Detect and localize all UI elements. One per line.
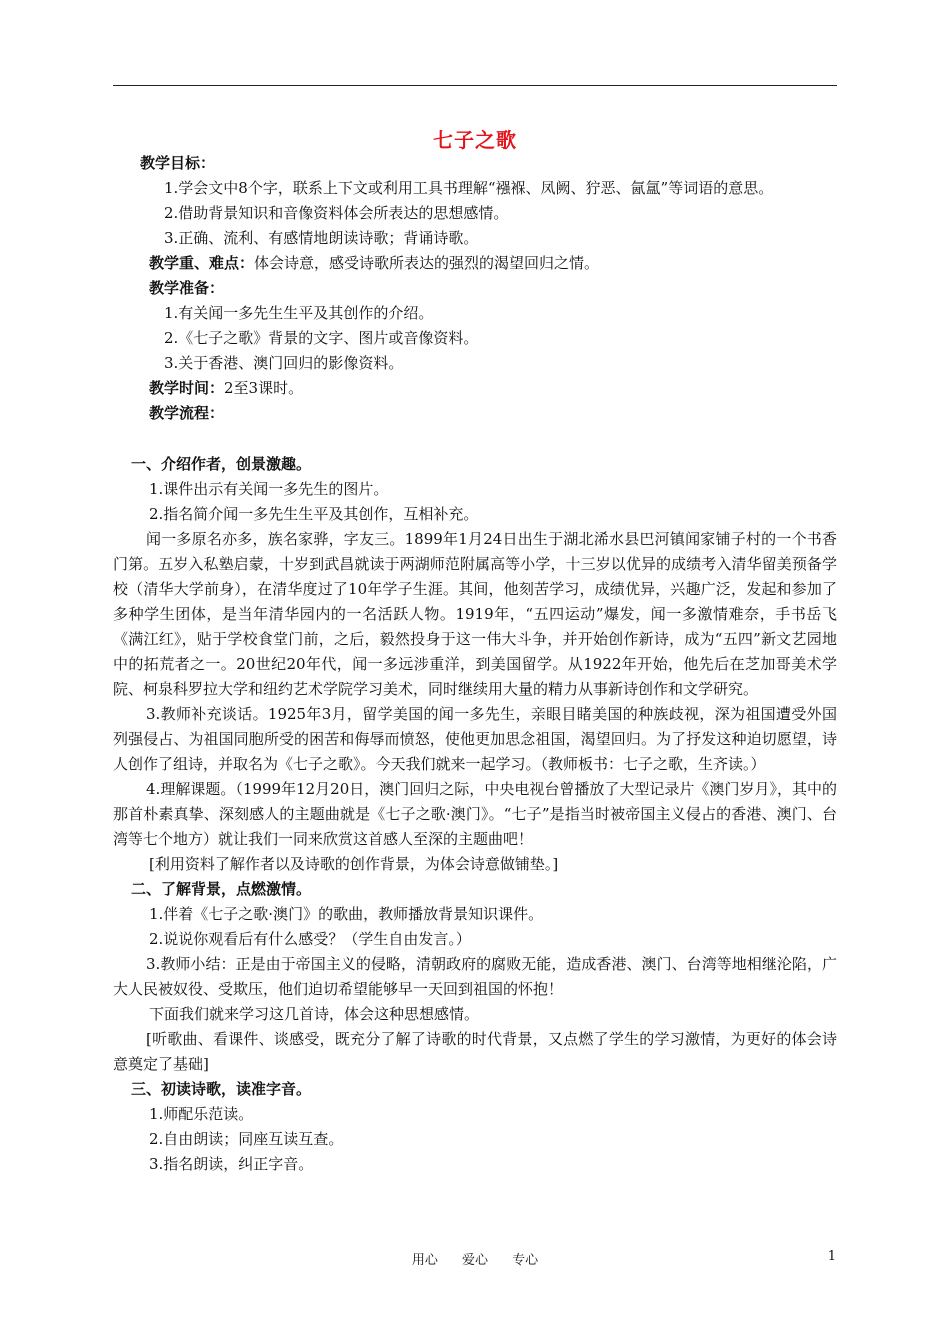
preparation-item: 3.关于香港、澳门回归的影像资料。 xyxy=(164,354,404,372)
section2-transition: 下面我们就来学习这几首诗，体会这种思想感情。 xyxy=(149,1005,480,1023)
section1-item: 1.课件出示有关闻一多先生的图片。 xyxy=(149,480,389,498)
section2-item: 1.伴着《七子之歌·澳门》的歌曲，教师播放背景知识课件。 xyxy=(149,905,544,923)
preparation-heading: 教学准备： xyxy=(149,279,225,297)
key-points-label: 教学重、难点： xyxy=(149,254,255,272)
process-heading: 教学流程： xyxy=(149,404,225,422)
section2-item-3: 3.教师小结：正是由于帝国主义的侵略，清朝政府的腐败无能，造成香港、澳门、台湾等地相继沦陷，广大人民被奴役、受欺压，他们迫切希望能够早一天回到祖国的怀抱！ xyxy=(113,955,837,998)
document-body xyxy=(113,151,837,1177)
section3-heading: 三、初读诗歌，读准字音。 xyxy=(131,1080,312,1098)
teaching-time-text: 2至3课时。 xyxy=(224,379,304,397)
footer-motto: 用心 爱心 专心 xyxy=(411,1253,539,1268)
section2-note: [听歌曲、看课件、谈感受，既充分了解了诗歌的时代背景，又点燃了学生的学习激情，为更好的体会诗意奠定了基础] xyxy=(113,1030,837,1073)
objectives-heading: 教学目标： xyxy=(140,154,216,172)
section2-heading: 二、了解背景，点燃激情。 xyxy=(131,880,312,898)
header-rule xyxy=(113,85,837,86)
page-number: 1 xyxy=(827,1249,836,1264)
section3-item: 1.师配乐范读。 xyxy=(149,1105,254,1123)
teaching-time xyxy=(113,376,837,401)
author-biography: 闻一多原名亦多，族名家骅，字友三。1899年1月24日出生于湖北浠水县巴河镇闻家铺子村的一个书香门第。五岁入私塾启蒙，十岁到武昌就读于两湖师范附属高等小学，十三岁以优异的成绩考入清华留美预备学校（清华大学前身），在清华度过了10年学子生涯。其间，他刻苦学习，成绩优异，兴趣广泛，发起和参加了多种学生团体，是当年清华园内的一名活跃人物。1919年，“五四运动”爆发，闻一多激情难奈，手书岳飞《满江红》，贴于学校食堂门前，之后，毅然投身于这一伟大斗争，并开始创作新诗，成为“五四”新文艺园地中的拓荒者之一。20世纪20年代，闻一多远涉重洋，到美国留学。从1922年开始，他先后在芝加哥美术学院、柯泉科罗拉大学和纽约艺术学院学习美术，同时继续用大量的精力从事新诗创作和文学研究。 xyxy=(113,530,837,698)
page-footer xyxy=(0,1249,950,1271)
preparation-item: 1.有关闻一多先生生平及其创作的介绍。 xyxy=(164,304,434,322)
section1-item: 2.指名简介闻一多先生生平及其创作，互相补充。 xyxy=(149,505,479,523)
key-points xyxy=(113,251,837,276)
objective-item: 1.学会文中8个字，联系上下文或利用工具书理解“襁褓、凤阙、狞恶、氤氲”等词语的意思。 xyxy=(164,179,774,197)
preparation-item: 2.《七子之歌》背景的文字、图片或音像资料。 xyxy=(164,329,479,347)
section1-item-4: 4.理解课题。（1999年12月20日，澳门回归之际，中央电视台曾播放了大型记录片《澳门岁月》，其中的那首朴素真挚、深刻感人的主题曲就是《七子之歌·澳门》。“七子”是指当时被帝国主义侵占的香港、澳门、台湾等七个地方）就让我们一同来欣赏这首感人至深的主题曲吧！ xyxy=(113,780,837,848)
document-title: 七子之歌 xyxy=(433,128,517,152)
section1-note: [利用资料了解作者以及诗歌的创作背景，为体会诗意做铺垫。] xyxy=(149,855,559,873)
key-points-text: 体会诗意，感受诗歌所表达的强烈的渴望回归之情。 xyxy=(254,254,600,272)
section1-heading: 一、介绍作者，创景激趣。 xyxy=(131,455,312,473)
section3-item: 3.指名朗读，纠正字音。 xyxy=(149,1155,314,1173)
section1-item-3: 3.教师补充谈话。1925年3月，留学美国的闻一多先生，亲眼目睹美国的种族歧视，深为祖国遭受外国列强侵占、为祖国同胞所受的困苦和侮辱而愤怒，使他更加思念祖国，渴望回归。为了抒发这种迫切愿望，诗人创作了组诗，并取名为《七子之歌》。今天我们就来一起学习。（教师板书：七子之歌，生齐读。） xyxy=(113,705,837,773)
section3-item: 2.自由朗读；同座互读互查。 xyxy=(149,1130,344,1148)
objective-item: 3.正确、流利、有感情地朗读诗歌；背诵诗歌。 xyxy=(164,229,479,247)
objective-item: 2.借助背景知识和音像资料体会所表达的思想感情。 xyxy=(164,204,509,222)
teaching-time-label: 教学时间： xyxy=(149,379,225,397)
section2-item: 2.说说你观看后有什么感受？（学生自由发言。） xyxy=(149,930,471,948)
